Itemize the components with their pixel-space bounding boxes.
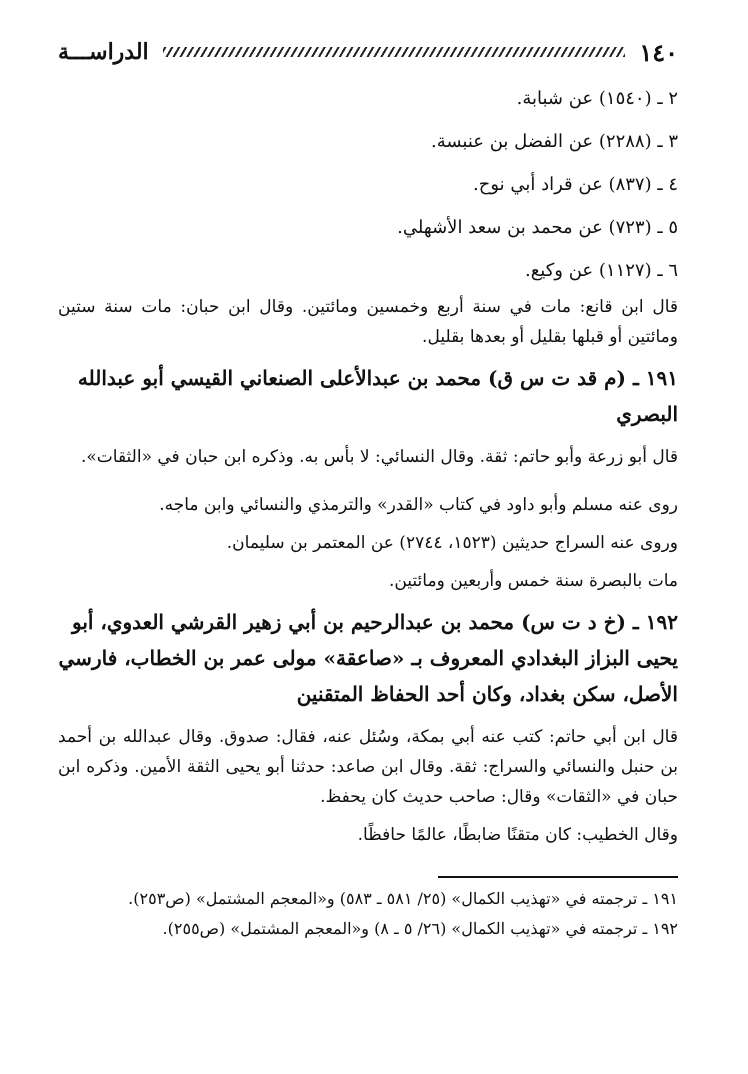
list-item: ٦ ـ (١١٢٧) عن وكيع.	[525, 260, 678, 281]
list-item: ٣ ـ (٢٢٨٨) عن الفضل بن عنبسة.	[430, 131, 678, 152]
footnote-separator	[438, 876, 678, 878]
list-item: ٤ ـ (٨٣٧) عن قراد أبي نوح.	[472, 174, 678, 195]
entry-191-paragraph: روى عنه مسلم وأبو داود في كتاب «القدر» والترمذي والنسائي وابن ماجه.	[159, 495, 678, 515]
list-item: ٥ ـ (٧٢٣) عن محمد بن سعد الأشهلي.	[397, 217, 678, 238]
entry-191-heading: ١٩١ ـ (م قد ت س ق) محمد بن عبدالأعلى الصنعاني القيسي أبو عبدالله البصري	[77, 366, 678, 426]
entry-191-paragraph: قال أبو زرعة وأبو حاتم: ثقة. وقال النسائي: لا بأس به. وذكره ابن حبان في «الثقات».	[80, 447, 678, 467]
entry-192-heading: ١٩٢ ـ (خ د ت س) محمد بن عبدالرحيم بن أبي زهير القرشي العدوي، أبو يحيى البزاز البغدادي المعروف بـ «صاعقة» مولى عمر بن الخطاب، فارسي الأصل، سكن بغداد، وكان أحد الحفاظ المتقنين	[58, 610, 678, 706]
page-header	[58, 36, 678, 68]
entry-191-paragraph: وروى عنه السراج حديثين (١٥٢٣، ٢٧٤٤) عن المعتمر بن سليمان.	[226, 533, 678, 553]
footnote: ١٩١ ـ ترجمته في «تهذيب الكمال» (٢٥/ ٥٨١ ـ ٥٨٣) و«المعجم المشتمل» (ص٢٥٣).	[128, 889, 678, 908]
death-paragraph: قال ابن قانع: مات في سنة أربع وخمسين ومائتين. وقال ابن حبان: مات سنة ستين ومائتين أو قبلها بقليل أو بعدها بقليل.	[58, 297, 678, 347]
running-title: الدراســـة	[58, 39, 149, 65]
entry-192-paragraph: قال ابن أبي حاتم: كتب عنه أبي بمكة، وسُئل عنه، فقال: صدوق. وقال عبدالله بن أحمد بن حنبل والنسائي والسراج: ثقة. وقال ابن صاعد: حدثنا أبو يحيى الثقة الأمين. وذكره ابن حبان في «الثقات» وقال: صاحب حديث كان يحفظ.	[58, 727, 678, 807]
entry-192-paragraph: وقال الخطيب: كان متقنًا ضابطًا، عالمًا حافظًا.	[357, 825, 678, 845]
entry-191-paragraph: مات بالبصرة سنة خمس وأربعين ومائتين.	[388, 571, 678, 591]
narrator-list	[58, 88, 678, 282]
footnote: ١٩٢ ـ ترجمته في «تهذيب الكمال» (٢٦/ ٥ ـ ٨) و«المعجم المشتمل» (ص٢٥٥).	[162, 919, 678, 938]
page-number: ١٤٠	[639, 37, 678, 67]
list-item: ٢ ـ (١٥٤٠) عن شبابة.	[516, 88, 678, 109]
header-rule	[163, 47, 626, 57]
